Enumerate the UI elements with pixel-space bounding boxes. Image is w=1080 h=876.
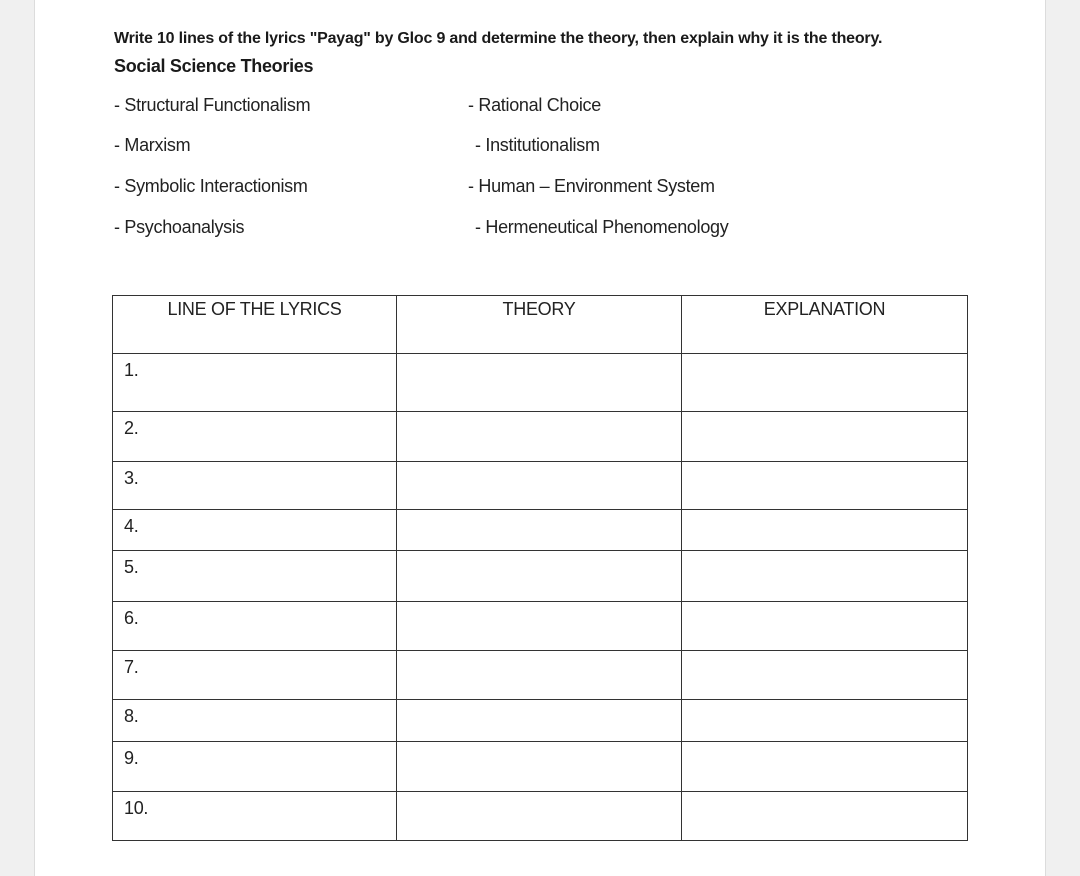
- table-row: [113, 462, 968, 510]
- lyric-cell[interactable]: 3.: [113, 462, 397, 510]
- theory-cell[interactable]: [397, 742, 682, 792]
- explanation-cell[interactable]: [682, 700, 968, 742]
- theory-cell[interactable]: [397, 510, 682, 551]
- theory-cell[interactable]: [397, 602, 682, 651]
- explanation-cell[interactable]: [682, 651, 968, 700]
- theory-cell[interactable]: [397, 354, 682, 412]
- explanation-cell[interactable]: [682, 742, 968, 792]
- table-row: [113, 602, 968, 651]
- lyric-cell[interactable]: 7.: [113, 651, 397, 700]
- theory-cell[interactable]: [397, 412, 682, 462]
- explanation-cell[interactable]: [682, 510, 968, 551]
- theory-item-symbolic-interactionism: - Symbolic Interactionism: [114, 176, 308, 196]
- header-line-of-lyrics: LINE OF THE LYRICS: [113, 296, 397, 354]
- theory-item-psychoanalysis: - Psychoanalysis: [114, 217, 245, 237]
- header-theory: THEORY: [397, 296, 682, 354]
- lyrics-theory-table: [112, 295, 968, 841]
- theory-cell[interactable]: [397, 551, 682, 602]
- lyric-cell[interactable]: 9.: [113, 742, 397, 792]
- lyric-cell[interactable]: 1.: [113, 354, 397, 412]
- explanation-cell[interactable]: [682, 792, 968, 841]
- table-header-row: [113, 296, 968, 354]
- theory-cell[interactable]: [397, 700, 682, 742]
- table-row: [113, 742, 968, 792]
- lyric-cell[interactable]: 5.: [113, 551, 397, 602]
- theory-item-structural-functionalism: - Structural Functionalism: [114, 95, 311, 115]
- theory-item-institutionalism: - Institutionalism: [475, 135, 600, 155]
- table-row: [113, 412, 968, 462]
- lyric-cell[interactable]: 4.: [113, 510, 397, 551]
- explanation-cell[interactable]: [682, 551, 968, 602]
- theory-item-marxism: - Marxism: [114, 135, 191, 155]
- explanation-cell[interactable]: [682, 602, 968, 651]
- theory-item-rational-choice: - Rational Choice: [468, 95, 601, 115]
- instruction-text: Write 10 lines of the lyrics "Payag" by Gloc 9 and determine the theory, then explain why it is the theory.: [114, 30, 883, 47]
- table-row: [113, 354, 968, 412]
- theory-item-human-environment-system: - Human – Environment System: [468, 176, 715, 196]
- table-row: [113, 510, 968, 551]
- explanation-cell[interactable]: [682, 412, 968, 462]
- theory-cell[interactable]: [397, 792, 682, 841]
- table-row: [113, 651, 968, 700]
- theory-cell[interactable]: [397, 462, 682, 510]
- theory-cell[interactable]: [397, 651, 682, 700]
- lyric-cell[interactable]: 8.: [113, 700, 397, 742]
- document-page: [34, 0, 1046, 876]
- header-explanation: EXPLANATION: [682, 296, 968, 354]
- explanation-cell[interactable]: [682, 462, 968, 510]
- explanation-cell[interactable]: [682, 354, 968, 412]
- lyric-cell[interactable]: 10.: [113, 792, 397, 841]
- lyric-cell[interactable]: 6.: [113, 602, 397, 651]
- table-row: [113, 792, 968, 841]
- lyric-cell[interactable]: 2.: [113, 412, 397, 462]
- theory-item-hermeneutical-phenomenology: - Hermeneutical Phenomenology: [475, 217, 729, 237]
- table-row: [113, 700, 968, 742]
- section-heading: Social Science Theories: [114, 56, 314, 76]
- table-row: [113, 551, 968, 602]
